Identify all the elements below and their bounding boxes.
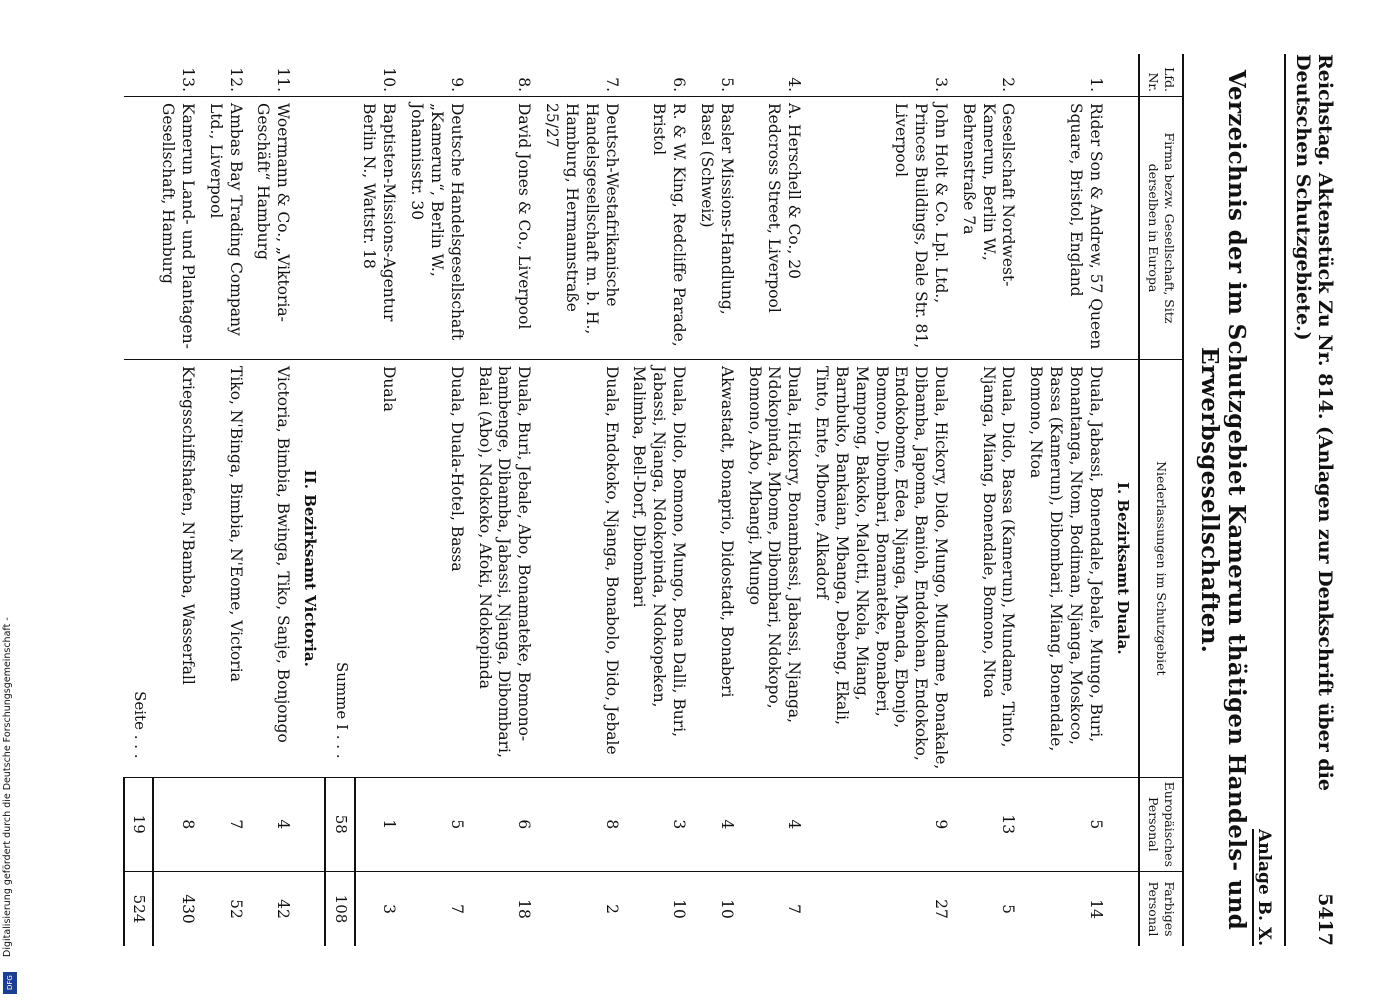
row-european: 8 — [153, 777, 201, 871]
page-total-colored: 524 — [124, 872, 153, 947]
row-places: Duala, Duala-Hotel, Bassa — [402, 360, 469, 778]
row-places: Duala, Buri, Jebale, Abo, Bonamateke, Bomono-bambenge, Dibamba, Jabassi, Njanga, Dibombari, Balai (Abo), Ndokoko, Afoki, Ndokopinda — [469, 360, 536, 778]
row-colored: 10 — [624, 872, 691, 947]
table-row — [624, 54, 691, 946]
table-row — [954, 54, 1021, 946]
col-header-nr: Lfd. Nr. — [1139, 54, 1183, 97]
row-colored: 18 — [469, 872, 536, 947]
row-places: Victoria, Bimbia, Bwinga, Tiko, Sanje, Bonjongo — [248, 360, 296, 778]
row-colored: 2 — [537, 872, 624, 947]
row-firm: Baptisten-Missions-Agentur Berlin N., Wattstr. 18 — [354, 97, 402, 360]
row-european: 9 — [807, 777, 954, 871]
row-nr: 6. — [669, 77, 688, 92]
row-firm: Deutsche Handelsgesellschaft „Kamerun“, Berlin W., Johannisstr. 30 — [402, 97, 469, 360]
row-european: 4 — [739, 777, 806, 871]
row-firm: Woermann & Co., „Viktoria-Geschäft“ Hamburg — [248, 97, 296, 360]
row-european: 8 — [537, 777, 624, 871]
table-row — [402, 54, 469, 946]
row-nr: 10. — [379, 67, 398, 92]
table-row — [469, 54, 536, 946]
sum1-colored: 108 — [325, 872, 354, 947]
table-row — [354, 54, 402, 946]
page-total-label: Seite . . . — [124, 360, 153, 778]
row-nr: 1. — [1086, 77, 1105, 92]
row-colored: 5 — [954, 872, 1021, 947]
running-header — [1284, 54, 1336, 946]
row-places: Duala, Hickory, Bonambassi, Jabassi, Njanga, Ndokopinda, Mbome, Dibombari, Ndokopo, Bomono, Abo, Mbangi, Mungo — [739, 360, 806, 778]
row-colored: 42 — [248, 872, 296, 947]
row-firm: Ambas Bay Trading Company Ltd., Liverpool — [200, 97, 248, 360]
row-nr: 11. — [273, 67, 292, 92]
col-header-colored: Farbiges Personal — [1139, 872, 1183, 947]
row-colored: 7 — [402, 872, 469, 947]
row-firm: R. & W. King, Redcliffe Parade, Bristol — [624, 97, 691, 360]
section-heading-victoria: II. Bezirksamt Victoria. — [296, 54, 325, 946]
row-firm: John Holt & Co. Lpl. Ltd., Princes Buildings, Dale Str. 81, Liverpool — [807, 97, 954, 360]
row-firm: Kamerun Land- und Plantagen-Gesellschaft, Hamburg — [153, 97, 201, 360]
row-colored: 7 — [739, 872, 806, 947]
row-european: 4 — [248, 777, 296, 871]
page-number: 5417 — [1313, 893, 1336, 946]
col-header-places: Niederlassungen im Schutzgebiet — [1139, 360, 1183, 778]
table-row — [537, 54, 624, 946]
row-places: Akwastadt, Bonaprio, Didostadt, Bonaberi — [692, 360, 740, 778]
page-total-row — [124, 54, 153, 946]
row-firm: Gesellschaft Nordwest-Kamerun, Berlin W., Behrenstraße 7a — [954, 97, 1021, 360]
header-left: Reichstag. Aktenstück Zu Nr. 814. (Anlagen zur Denkschrift über die Deutschen Schutzgebiete.) — [1291, 54, 1336, 791]
table-header-row — [1139, 54, 1183, 946]
sum1-european: 58 — [325, 777, 354, 871]
table-row — [153, 54, 201, 946]
row-european: 5 — [1021, 777, 1108, 871]
row-places: Duala, Dido, Bomono, Mungo, Bona Dalli, Buri, Jabassi, Njanga, Ndokopinda, Ndokopeken, Malimba, Bell-Dorf, Dibombari — [624, 360, 691, 778]
row-nr: 12. — [226, 67, 245, 92]
row-european: 4 — [692, 777, 740, 871]
row-places: Duala, Endokoko, Njanga, Bonabolo, Dido, Jebale — [537, 360, 624, 778]
table-row — [1021, 54, 1108, 946]
page-total-european: 19 — [124, 777, 153, 871]
row-colored: 3 — [354, 872, 402, 947]
row-european: 13 — [954, 777, 1021, 871]
table-row — [248, 54, 296, 946]
row-places: Duala — [354, 360, 402, 778]
row-colored: 52 — [200, 872, 248, 947]
sum1-label: Summe I . . . — [325, 360, 354, 778]
row-firm: David Jones & Co., Liverpool — [469, 97, 536, 360]
row-places: Tiko, N'Binga, Bimbia, N'Eome, Victoria — [200, 360, 248, 778]
row-european: 6 — [469, 777, 536, 871]
document-title: Verzeichnis der im Schutzgebiet Kamerun thätigen Handels- und Erwerbsgesellschaften. — [1195, 69, 1250, 931]
row-european: 3 — [624, 777, 691, 871]
row-nr: 9. — [447, 77, 466, 92]
document-page — [34, 20, 1364, 980]
row-nr: 3. — [931, 77, 950, 92]
row-places: Kriegsschiffshafen, N'Bamba, Wasserfall — [153, 360, 201, 778]
sum-row-section1 — [325, 54, 354, 946]
col-header-european: Europäisches Personal — [1139, 777, 1183, 871]
table-row — [739, 54, 806, 946]
row-colored: 10 — [692, 872, 740, 947]
annex-label: Anlage B. X. — [1253, 829, 1274, 946]
section-heading-duala: I. Bezirksamt Duala. — [1108, 54, 1138, 946]
dfg-logo: DFG — [3, 972, 17, 994]
row-places: Duala, Dido, Bassa (Kamerun), Mundame, Tinto, Njanga, Miang, Bonendale, Bomono, Ntoa — [954, 360, 1021, 778]
digitization-stamp: Digitalisierung gefördert durch die Deutsche Forschungsgemeinschaft - DFG — [2, 6, 18, 996]
row-colored: 14 — [1021, 872, 1108, 947]
table-row — [807, 54, 954, 946]
companies-table — [123, 54, 1184, 946]
row-firm: Rider Son & Andrew, 57 Queen Square, Bristol, England — [1021, 97, 1108, 360]
row-nr: 5. — [717, 77, 736, 92]
row-european: 7 — [200, 777, 248, 871]
row-european: 5 — [402, 777, 469, 871]
table-row — [692, 54, 740, 946]
row-nr: 13. — [178, 67, 197, 92]
row-colored: 27 — [807, 872, 954, 947]
row-nr: 8. — [514, 77, 533, 92]
row-firm: Basler Missions-Handlung, Basel (Schweiz) — [692, 97, 740, 360]
row-firm: A. Herschell & Co., 20 Redcross Street, Liverpool — [739, 97, 806, 360]
col-header-firm: Firma bezw. Gesellschaft, Sitz derselben in Europa — [1139, 97, 1183, 360]
row-nr: 2. — [999, 77, 1017, 92]
row-nr: 7. — [602, 77, 621, 92]
row-places: Duala, Hickory, Dido, Mungo, Mundame, Bonakale, Dibamba, Japoma, Banioh, Endokohan, Endokoko, Endokobome, Edea, Njanga, Mbanda, Ebonjo, Bomono, Dibombari, Bonamateke, Bonaberi, Mampong, Bakoko, Malotti, Nkola, Miang, Barnbuko, Bankaian, Mbanga, Debeng, Ekali, Tinto, Ente, Mbome, Alkadorf — [807, 360, 954, 778]
row-colored: 430 — [153, 872, 201, 947]
row-firm: Deutsch-Westafrikanische Handelsgesellschaft m. b. H., Hamburg, Hermannstraße 25/27 — [537, 97, 624, 360]
row-places: Duala, Jabassi, Bonendale, Jebale, Mungo, Buri, Bonantanga, Ntom, Bodiman, Njanga, Moskoco, Bassa (Kamerun), Dibombari, Miang, Bonendale, Bomono, Ntoa — [1021, 360, 1108, 778]
table-row — [200, 54, 248, 946]
row-nr: 4. — [784, 77, 803, 92]
row-european: 1 — [354, 777, 402, 871]
